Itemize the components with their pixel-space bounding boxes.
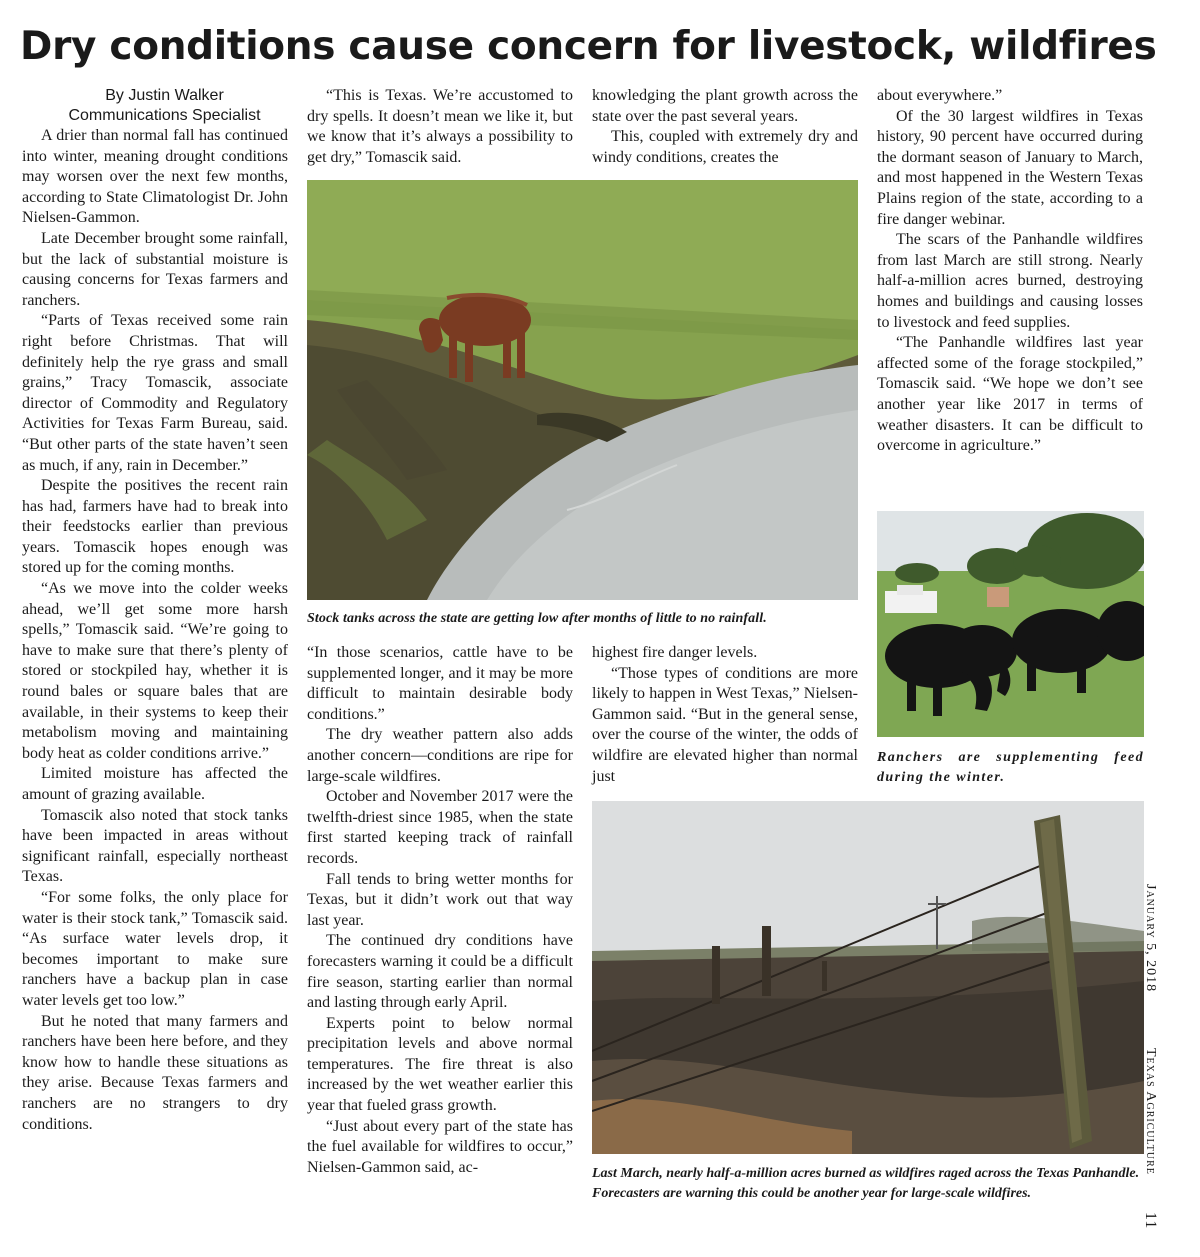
ranchers-photo xyxy=(877,511,1144,737)
paragraph: This, coupled with extremely dry and windy conditions, creates the xyxy=(592,128,858,166)
paragraph: Experts point to below normal precipitation levels and above normal temperatures. The fire threat is also increased by the wet weather earlier this year that fueled grass growth. xyxy=(307,1014,573,1115)
stock-tank-photo xyxy=(307,180,858,600)
paragraph: “This is Texas. We’re accustomed to dry spells. It doesn’t mean we like it, but we know that it’s always a possibility to get dry,” Tomascik said. xyxy=(307,87,573,166)
byline-name: By Justin Walker xyxy=(105,87,224,104)
paragraph: A drier than normal fall has continued into winter, meaning drought conditions may worsen over the next few months, according to State Climatologist Dr. John Nielsen-Gammon. xyxy=(22,127,288,227)
ranchers-caption-text: Ranchers are supplementing feed during the winter. xyxy=(877,750,1144,785)
wildfire-photo xyxy=(592,801,1144,1154)
column-2-top xyxy=(307,86,573,168)
paragraph: Fall tends to bring wetter months for Texas, but it didn’t work out that way last year. xyxy=(307,870,573,929)
wildfire-caption: Last March, nearly half-a-million acres burned as wildfires raged across the Texas Panhandle. Forecasters are warning this could be another year for large-scale wildfires. xyxy=(592,1166,1140,1201)
paragraph: The dry weather pattern also adds another concern—conditions are ripe for large-scale wildfires. xyxy=(307,726,573,785)
paragraph: “For some folks, the only place for water is their stock tank,” Tomascik said. “As surface water levels drop, it becomes important to make sure ranchers have a backup plan in case water levels get too low.” xyxy=(22,888,288,1009)
paragraph: But he noted that many farmers and ranchers have been here before, and they know how to handle these situations as they arise. Because Texas farmers and ranchers are no strangers to dry conditions. xyxy=(22,1012,288,1133)
paragraph: “Just about every part of the state has the fuel available for wildfires to occur,” Nielsen-Gammon said, ac- xyxy=(307,1117,573,1176)
column-1 xyxy=(22,86,288,1135)
paragraph: Late December brought some rainfall, but the lack of substantial moisture is causing concerns for Texas farmers and ranchers. xyxy=(22,229,288,309)
paragraph: “Those types of conditions are more likely to happen in West Texas,” Nielsen-Gammon said. “But in the general sense, over the course of the winter, the odds of wildfire are elevated higher than normal just xyxy=(592,664,858,785)
paragraph: The continued dry conditions have forecasters warning it could be a difficult fire season, starting earlier than normal and lasting through early April. xyxy=(307,932,573,1012)
paragraph: “In those scenarios, cattle have to be supplemented longer, and it may be more difficult to maintain desirable body conditions.” xyxy=(307,644,573,723)
publication-name: Texas Agriculture xyxy=(1143,1048,1158,1175)
paragraph: Despite the positives the recent rain has had, farmers have had to break into their feedstocks earlier than previous years. Tomascik hopes enough was stored up for the coming months. xyxy=(22,477,288,577)
paragraph: knowledging the plant growth across the state over the past several years. xyxy=(592,87,858,125)
column-3-bottom xyxy=(592,643,858,787)
page-number: 11 xyxy=(1142,1212,1159,1230)
paragraph: Limited moisture has affected the amount of grazing available. xyxy=(22,765,288,803)
byline-title: Communications Specialist xyxy=(68,107,261,124)
issue-date: January 5, 2018 xyxy=(1143,884,1158,993)
paragraph: Tomascik also noted that stock tanks have been impacted in areas without significant rainfall, especially northeast Texas. xyxy=(22,806,288,886)
paragraph: “The Panhandle wildfires last year affected some of the forage stockpiled,” Tomascik said. “We hope we don’t see another year like 2017 in terms of weather disasters. It can be difficult to overcome in agriculture.” xyxy=(877,334,1143,455)
paragraph: highest fire danger levels. xyxy=(592,644,758,661)
paragraph: “Parts of Texas received some rain right before Christmas. That will definitely help the rye grass and small grains,” Tracy Tomascik, associate director of Commodity and Regulatory Activities for Texas Farm Bureau, said. “But other parts of the state haven’t seen as much, if any, rain in December.” xyxy=(22,312,288,474)
stock-tank-caption: Stock tanks across the state are getting low after months of little to no rainfall. xyxy=(307,611,767,626)
paragraph: about everywhere.” xyxy=(877,87,1003,104)
column-3-top xyxy=(592,86,858,168)
column-2-bottom xyxy=(307,643,573,1178)
paragraph: Of the 30 largest wildfires in Texas history, 90 percent have occurred during the dormant season of January to March, and most happened in the Western Texas Plains region of the state, according to a fire danger webinar. xyxy=(877,107,1143,228)
paragraph: The scars of the Panhandle wildfires from last March are still strong. Nearly half-a-million acres burned, destroying homes and buildings and causing losses to livestock and feed supplies. xyxy=(877,231,1143,331)
paragraph: October and November 2017 were the twelfth-driest since 1985, when the state first started keeping track of rainfall records. xyxy=(307,788,573,867)
ranchers-caption xyxy=(877,748,1144,787)
column-4-top xyxy=(877,86,1143,457)
headline: Dry conditions cause concern for livestock, wildfires xyxy=(20,24,1157,69)
paragraph: “As we move into the colder weeks ahead, we’ll get some more harsh spells,” Tomascik said. “We’re going to have to make sure that there’s plenty of stored or stockpiled hay, whether it is round bales or square bales that are available, in their systems to keep their metabolism moving and maintaining body heat as colder conditions arrive.” xyxy=(22,580,288,762)
